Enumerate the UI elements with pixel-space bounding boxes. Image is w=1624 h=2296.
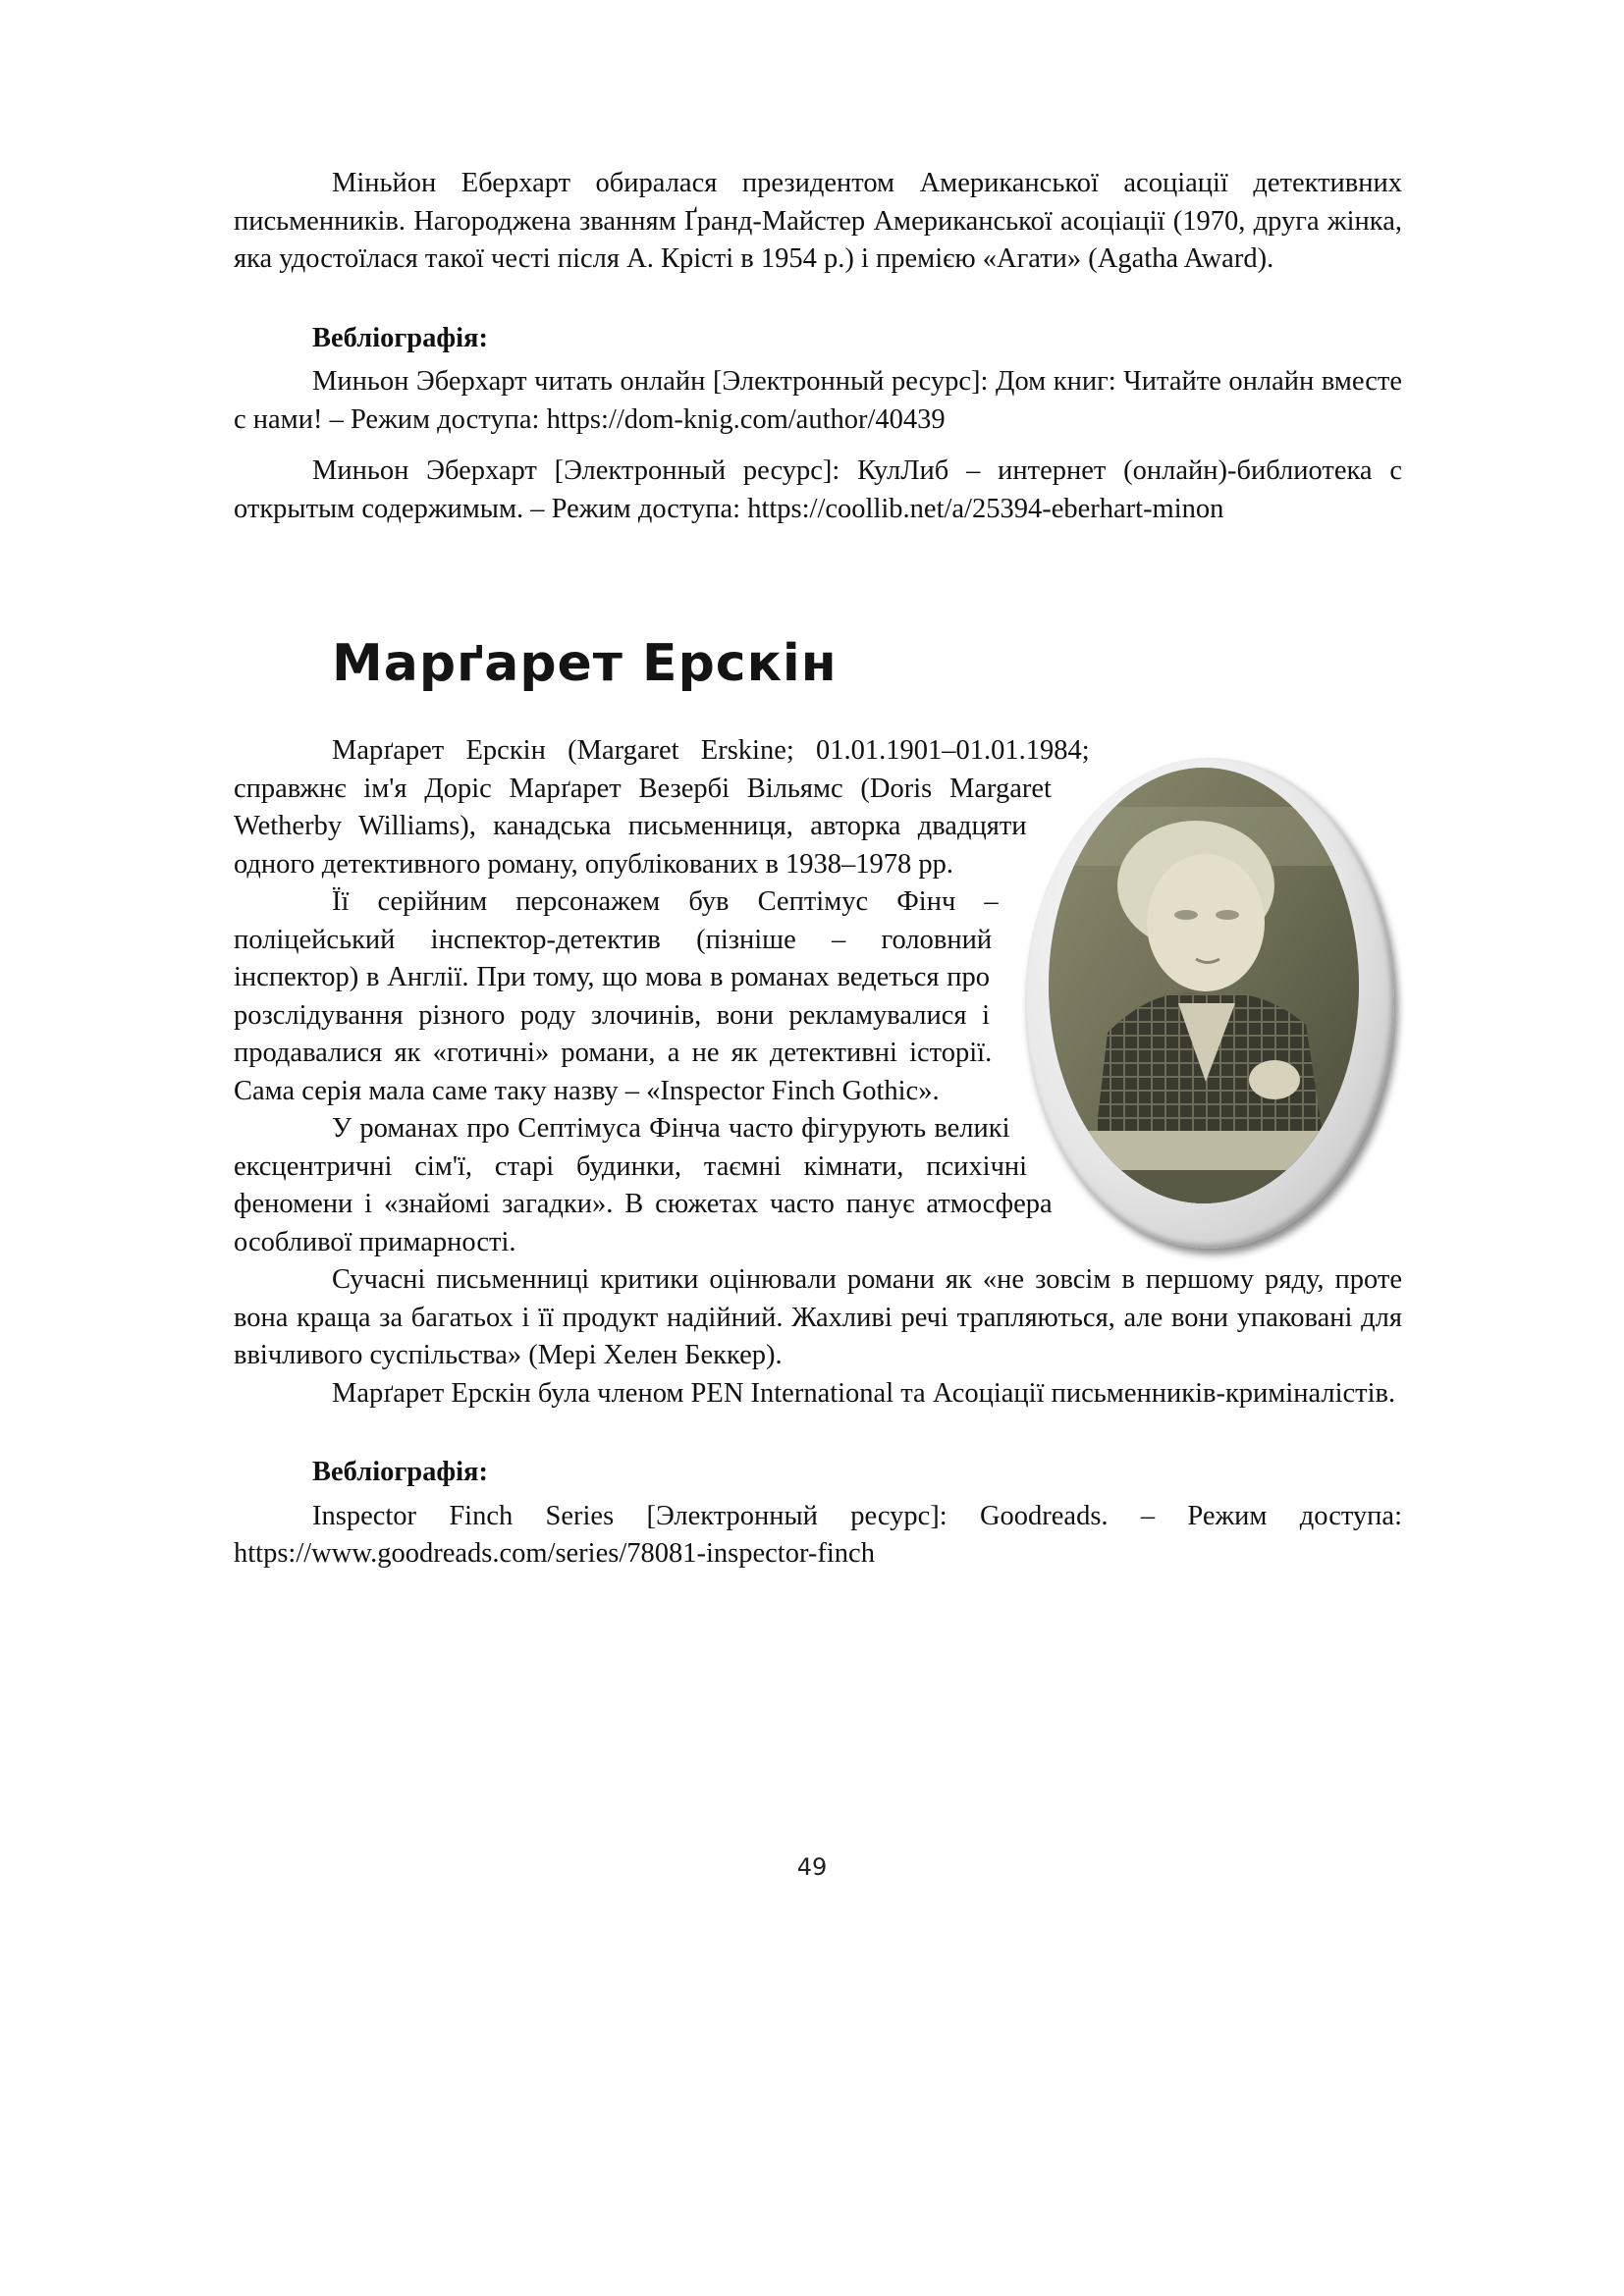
section-heading: Марґарет Ерскін (332, 634, 838, 693)
bibliography-item-1-1: Миньон Эберхарт читать онлайн [Электронный ресурс]: Дом книг: Читайте онлайн вместе с нами! – Режим доступа: https://dom-knig.com/author/40439 (234, 366, 1402, 435)
portrait-image (1049, 768, 1359, 1203)
bibliography-item-1-2: Миньон Эберхарт [Электронный ресурс]: КулЛиб – интернет (онлайн)-библиотека с открытым содержимым. – Режим доступа: https://coollib.net/a/25394-eberhart-minon (234, 455, 1402, 524)
bibliography-item-2-1: Inspector Finch Series [Электронный ресурс]: Goodreads. – Режим доступа: https://www.goodreads.com/series/78081-inspector-finch (234, 1500, 1402, 1569)
document-page (234, 165, 1402, 1587)
section-paragraph-5: Марґарет Ерскін була членом PEN International та Асоціації письменників-криміналістів. (332, 1377, 1396, 1409)
intro-paragraph: Міньйон Еберхарт обиралася президентом Американської асоціації детективних письменників. Нагороджена званням Ґранд-Майстер Американської асоціації (1970, друга жінка, яка удостоїлася такої честі після А. Крісті в 1954 р.) і премією «Агати» (Agatha Award). (234, 168, 1402, 274)
section-body (234, 732, 1402, 1413)
section-paragraph-2: Її серійним персонажем був Септімус Фінч – поліцейський інспектор-детектив (пізніше – головний інспектор) в Англії. При тому, що мова в романах ведеться про розслідування різного роду злочинів, вони рекламувалися і продавалися як «готичні» романи, а не як детективні історії. Сама серія мала саме таку назву – «Inspector Finch Gothic». (234, 886, 999, 1106)
page-number: 49 (796, 1853, 828, 1881)
section-paragraph-1: Марґарет Ерскін (Margaret Erskine; 01.01.1901–01.01.1984; справжнє ім'я Доріс Марґарет Везербі Вільямс (Doris Margaret Wetherby Williams), канадська письменниця, авторка двадцяти одного детективного роману, опублікованих в 1938–1978 рр. (234, 735, 1090, 880)
bibliography-title-2: Вебліографія: (312, 1457, 488, 1487)
section-paragraph-3: У романах про Септімуса Фінча часто фігурують великі ексцентричні сім'ї, старі будинки, таємні кімнати, психічні феномени і «знайомі загадки». В сюжетах часто панує атмосфера особливої примарності. (234, 1113, 1053, 1257)
section-paragraph-4: Сучасні письменниці критики оцінювали романи як «не зовсім в першому ряду, проте вона краща за багатьох і її продукт надійний. Жахливі речі трапляються, але вони упаковані для ввічливого суспільства» (Мері Хелен Беккер). (234, 1264, 1402, 1370)
bibliography-title-1: Вебліографія: (312, 322, 488, 353)
portrait-photo (1019, 740, 1402, 1251)
